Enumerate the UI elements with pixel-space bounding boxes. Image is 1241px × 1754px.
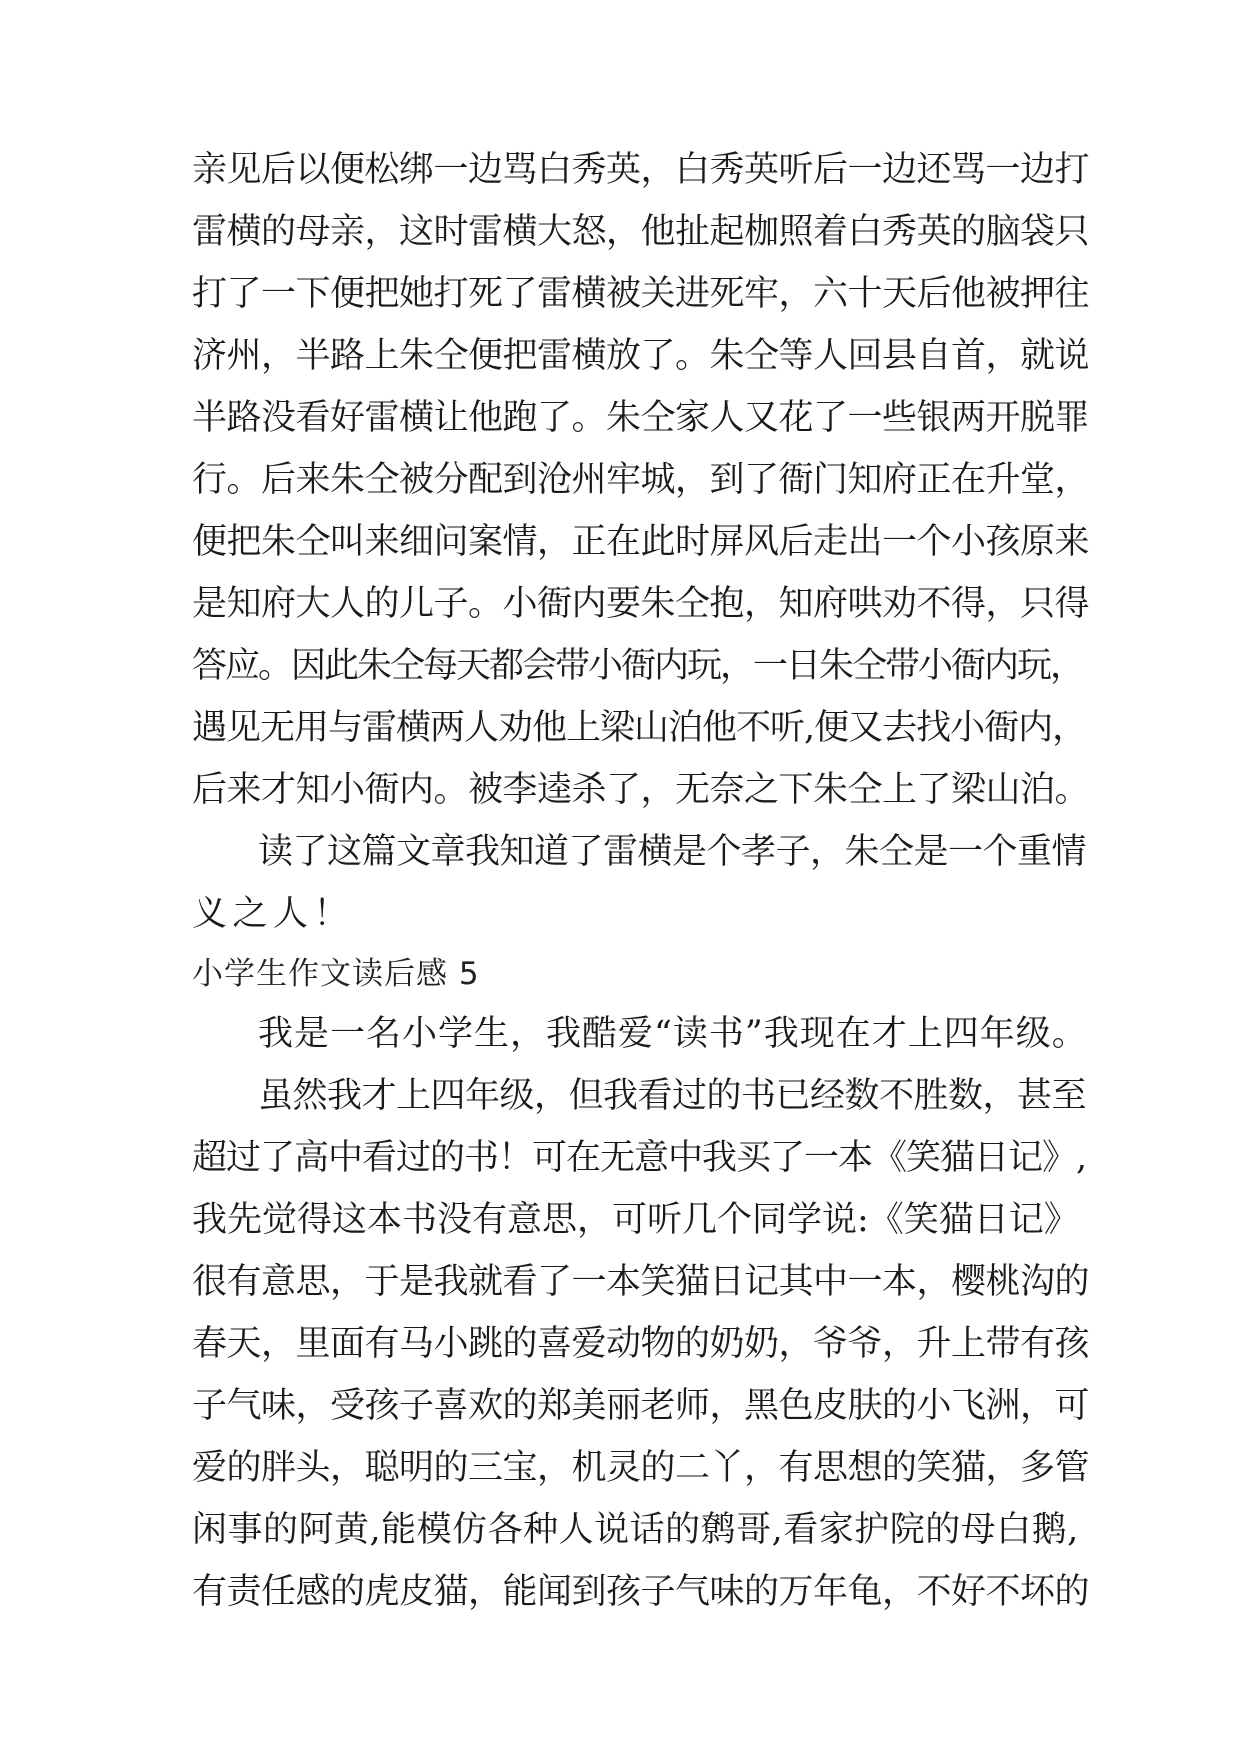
text-line: 我先觉得这本书没有意思，可听几个同学说:《笑猫日记》: [192, 1200, 1079, 1240]
text-line: 打了一下便把她打死了雷横被关进死牢，六十天后他被押往: [192, 274, 1090, 314]
text-line: 济州，半路上朱仝便把雷横放了。朱仝等人回县自首，就说: [192, 336, 1090, 376]
text-line: 雷横的母亲，这时雷横大怒，他扯起枷照着白秀英的脑袋只: [192, 212, 1090, 252]
text-line: 虽然我才上四年级，但我看过的书已经数不胜数，甚至: [258, 1076, 1087, 1116]
text-line: 爱的胖头，聪明的三宝，机灵的二丫，有思想的笑猫，多管: [192, 1448, 1090, 1488]
text-line: 有责任感的虎皮猫，能闻到孩子气味的万年龟，不好不坏的: [192, 1572, 1090, 1612]
text-line: 答应。因此朱仝每天都会带小衙内玩，一日朱仝带小衙内玩，: [192, 646, 1084, 686]
text-line: 行。后来朱仝被分配到沧州牢城，到了衙门知府正在升堂，: [192, 460, 1090, 500]
text-line: 遇见无用与雷横两人劝他上梁山泊他不听,便又去找小衙内，: [192, 708, 1087, 748]
text-line: 很有意思，于是我就看了一本笑猫日记其中一本，樱桃沟的: [192, 1262, 1090, 1302]
text-line: 半路没看好雷横让他跑了。朱仝家人又花了一些银两开脱罪: [192, 398, 1090, 438]
text-line: 义之人！: [192, 894, 355, 934]
text-line: 亲见后以便松绑一边骂白秀英，白秀英听后一边还骂一边打: [192, 150, 1090, 190]
text-line: 超过了高中看过的书！可在无意中我买了一本《笑猫日记》,: [192, 1138, 1087, 1178]
text-line: 子气味，受孩子喜欢的郑美丽老师，黑色皮肤的小飞洲，可: [192, 1386, 1090, 1426]
text-line: 是知府大人的儿子。小衙内要朱仝抱，知府哄劝不得，只得: [192, 584, 1090, 624]
text-line: 我是一名小学生，我酷爱“读书”我现在才上四年级。: [258, 1014, 1088, 1054]
text-line: 闲事的阿黄,能模仿各种人说话的鹩哥,看家护院的母白鹅,: [192, 1510, 1079, 1550]
text-line: 后来才知小衙内。被李逵杀了，无奈之下朱仝上了梁山泊。: [192, 770, 1090, 810]
section-heading: 小学生作文读后感 5: [192, 956, 480, 992]
text-line: 春天，里面有马小跳的喜爱动物的奶奶，爷爷，升上带有孩: [192, 1324, 1090, 1364]
text-line: 读了这篇文章我知道了雷横是个孝子，朱仝是一个重情: [258, 832, 1087, 872]
text-line: 便把朱仝叫来细问案情，正在此时屏风后走出一个小孩原来: [192, 522, 1090, 562]
